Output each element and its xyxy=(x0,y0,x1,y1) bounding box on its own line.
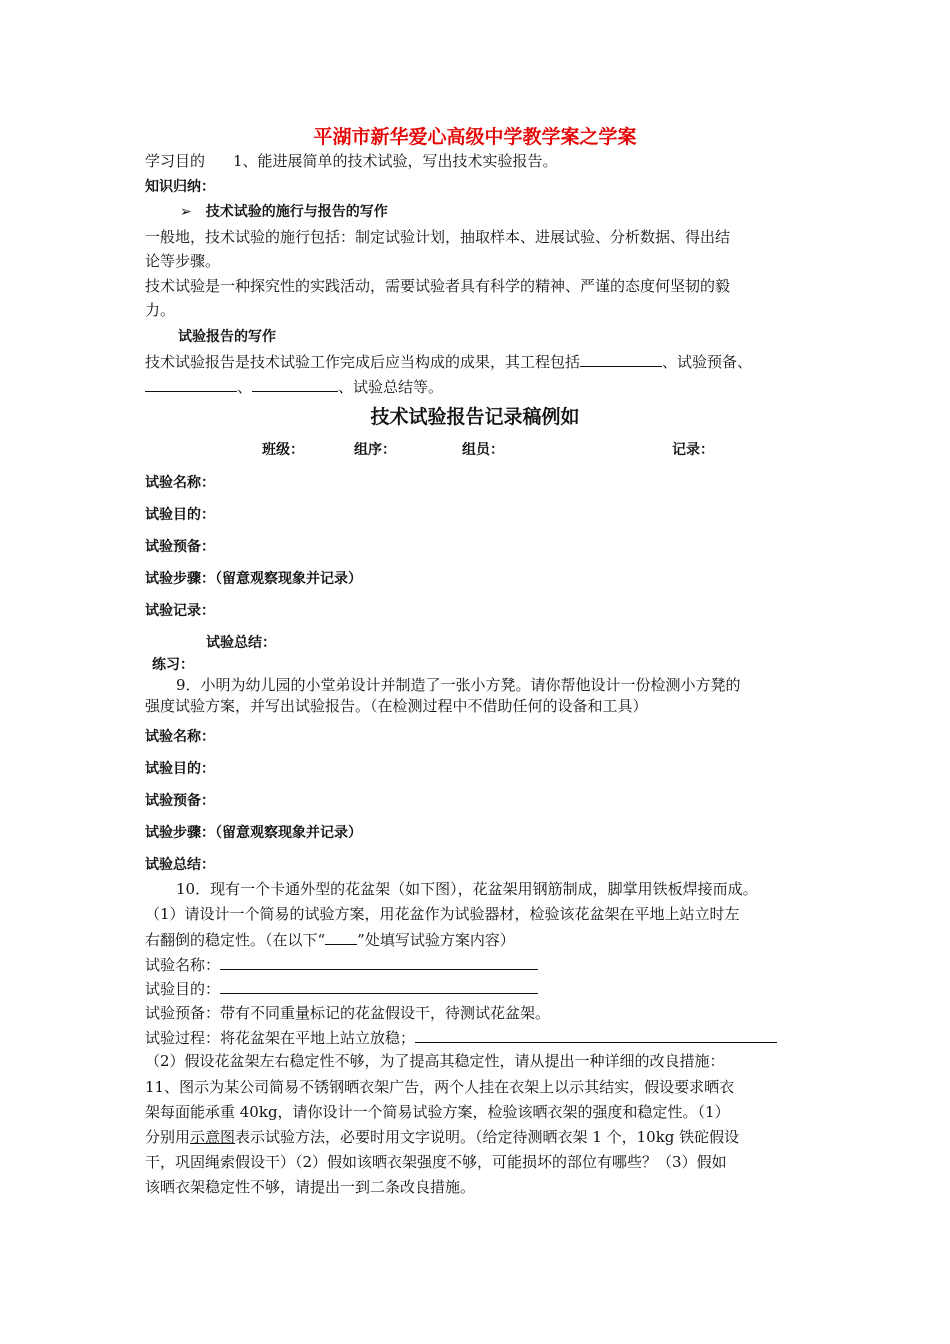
record-template-title: 技术试验报告记录稿例如 xyxy=(370,406,580,428)
section2-heading: 试验报告的写作 xyxy=(178,329,276,345)
para1-line2: 论等步骤。 xyxy=(145,252,221,270)
class-field: 班级： xyxy=(262,442,304,458)
para3-sep: 、 xyxy=(237,378,253,396)
section1-heading-line xyxy=(180,201,388,223)
record-record: 试验记录： xyxy=(145,603,215,619)
q9-line2: 强度试验方案，并写出试验报告。（在检测过程中不借助任何的设备和工具） xyxy=(145,697,648,715)
q10-line3-b: ”处填写试验方案内容） xyxy=(357,931,515,949)
q9-prep: 试验预备： xyxy=(145,793,215,809)
q10-prep: 试验预备：带有不同重量标记的花盆假设干，待测试花盆架。 xyxy=(145,1004,551,1022)
q10-name-label: 试验名称： xyxy=(145,956,221,974)
q10-process-line xyxy=(145,1026,777,1049)
arrow-bullet-icon: ➢ xyxy=(180,204,192,220)
para3-text-a: 技术试验报告是技术试验工作完成后应当构成的成果，其工程包括 xyxy=(145,353,581,371)
q11-line5: 该晒衣架稳定性不够，请提出一到二条改良措施。 xyxy=(145,1178,476,1196)
learning-goal-line xyxy=(145,150,558,172)
goal-label: 学习目的 xyxy=(145,152,206,170)
q10-goal-blank[interactable] xyxy=(220,977,538,994)
para2-line1: 技术试验是一种探究性的实践活动，需要试验者具有科学的精神、严谨的态度何坚韧的毅 xyxy=(145,277,731,295)
goal-text: 1、能进展简单的技术试验，写出技术实验报告。 xyxy=(233,152,558,170)
q11-line4: 干，巩固绳索假设干）（2）假如该晒衣架强度不够，可能损坏的部位有哪些？（3）假如 xyxy=(145,1153,727,1171)
section1-heading: 技术试验的施行与报告的写作 xyxy=(205,204,388,220)
q10-line2: （1）请设计一个简易的试验方案，用花盆作为试验器材，检验该花盆架在平地上站立时左 xyxy=(145,905,740,923)
para1-line1: 一般地，技术试验的施行包括：制定试验计划，抽取样本、进展试验、分析数据、得出结 xyxy=(145,228,731,246)
q9-name: 试验名称： xyxy=(145,729,215,745)
para2-line2: 力。 xyxy=(145,301,176,319)
group-no-field: 组序： xyxy=(354,442,396,458)
record-name: 试验名称： xyxy=(145,475,215,491)
q10-line3-a: 右翻倒的稳定性。（在以下“ xyxy=(145,931,326,949)
para3-text-c: 、试验总结等。 xyxy=(338,378,444,396)
recorder-field: 记录： xyxy=(672,442,714,458)
q9-line1: 9．小明为幼儿园的小堂弟设计并制造了一张小方凳。请你帮他设计一份检测小方凳的 xyxy=(176,676,741,694)
q11-line3-a: 分别用 xyxy=(145,1128,191,1146)
q11-line3-b: 表示试验方法，必要时用文字说明。（给定待测晒衣架 1 个，10kg 铁砣假设 xyxy=(235,1128,740,1146)
q10-process-label: 试验过程：将花盆架在平地上站立放稳； xyxy=(145,1029,416,1047)
q11-line3 xyxy=(145,1126,739,1148)
fill-blank-3[interactable] xyxy=(252,375,338,392)
q10-goal-line xyxy=(145,977,538,1000)
knowledge-label: 知识归纳： xyxy=(145,179,215,195)
q9-goal: 试验目的： xyxy=(145,761,215,777)
record-goal: 试验目的： xyxy=(145,507,215,523)
q9-steps: 试验步骤：（留意观察现象并记录） xyxy=(145,825,362,841)
q10-name-line xyxy=(145,953,538,976)
para3-line1 xyxy=(145,350,752,373)
q10-line3 xyxy=(145,928,515,951)
q10-quote-blank xyxy=(325,928,357,945)
para3-line2 xyxy=(145,375,443,398)
record-summary: 试验总结： xyxy=(206,635,276,651)
record-prep: 试验预备： xyxy=(145,539,215,555)
members-field: 组员： xyxy=(462,442,504,458)
q10-name-blank[interactable] xyxy=(220,953,538,970)
para3-text-b: 、试验预备、 xyxy=(662,353,753,371)
q10-line1: 10．现有一个卡通外型的花盆架（如下图），花盆架用钢筋制成，脚掌用铁板焊接而成。 xyxy=(176,880,758,898)
q10-process-blank[interactable] xyxy=(415,1026,777,1043)
exercise-label: 练习： xyxy=(152,657,194,673)
fill-blank-1[interactable] xyxy=(580,350,662,367)
q10-goal-label: 试验目的： xyxy=(145,980,221,998)
q11-line2: 架每面能承重 40kg，请你设计一个简易试验方案，检验该晒衣架的强度和稳定性。（1） xyxy=(145,1103,730,1121)
q11-line1: 11、图示为某公司简易不锈钢晒衣架广告，两个人挂在衣架上以示其结实，假设要求晒衣 xyxy=(145,1078,735,1096)
q9-summary: 试验总结： xyxy=(145,857,215,873)
q10-part2: （2）假设花盆架左右稳定性不够，为了提高其稳定性，请从提出一种详细的改良措施： xyxy=(145,1052,725,1070)
page-title: 平湖市新华爱心高级中学教学案之学案 xyxy=(313,126,637,148)
record-steps: 试验步骤：（留意观察现象并记录） xyxy=(145,571,362,587)
schematic-link[interactable]: 示意图 xyxy=(190,1128,236,1146)
fill-blank-2[interactable] xyxy=(145,375,237,392)
